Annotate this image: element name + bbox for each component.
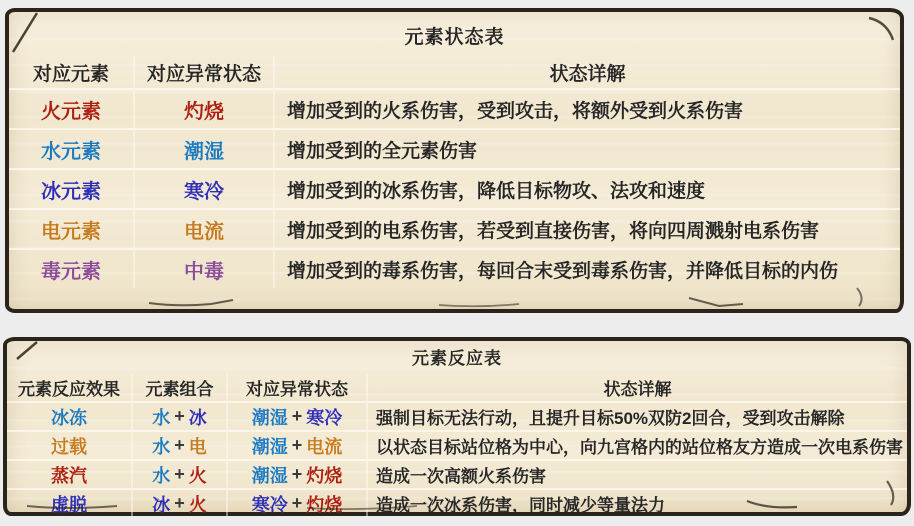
status-name: 电流	[133, 210, 273, 248]
status-name: 潮湿	[251, 436, 288, 457]
header-abnormal-status: 对应异常状态	[133, 56, 273, 88]
plus-sign: +	[291, 464, 303, 484]
element-combo-cell	[131, 432, 226, 459]
plus-sign: +	[174, 435, 185, 455]
element-status-panel	[5, 8, 904, 313]
header-element-combo: 元素组合	[131, 374, 226, 401]
reaction-effect-name: 虚脱	[51, 494, 87, 515]
reaction-table-header-row	[7, 374, 907, 401]
element-name: 毒元素	[41, 260, 101, 283]
combo-element: 冰	[188, 407, 207, 428]
element-combo-cell	[131, 490, 226, 517]
status-table-body	[9, 88, 900, 288]
header-reaction-effect: 元素反应效果	[18, 380, 120, 399]
combo-element: 水	[152, 407, 171, 428]
table-row	[9, 168, 900, 208]
status-name: 寒冷	[306, 407, 343, 428]
status-detail-text: 造成一次冰系伤害，同时减少等量法力	[366, 490, 907, 517]
status-detail-text: 增加受到的电系伤害，若受到直接伤害，将向四周溅射电系伤害	[273, 210, 900, 248]
table-row	[7, 430, 907, 459]
status-table-header-row	[9, 56, 900, 88]
status-name: 中毒	[133, 250, 273, 288]
status-name: 潮湿	[251, 465, 288, 486]
status-detail-text: 造成一次高额火系伤害	[366, 461, 907, 488]
status-name: 灼烧	[133, 90, 273, 128]
status-name: 电流	[306, 436, 343, 457]
table-row	[9, 248, 900, 288]
reaction-table-body	[7, 401, 907, 517]
element-combo-cell	[131, 403, 226, 430]
status-detail-text: 强制目标无法行动，且提升目标50%双防2回合，受到攻击解除	[366, 403, 907, 430]
combo-element: 水	[152, 465, 171, 486]
status-detail-text: 增加受到的毒系伤害，每回合末受到毒系伤害，并降低目标的内伤	[273, 250, 900, 288]
abnormal-status-cell	[226, 490, 366, 517]
combo-element: 水	[152, 436, 171, 457]
table-row	[7, 459, 907, 488]
abnormal-status-cell	[226, 432, 366, 459]
table-row	[7, 401, 907, 430]
element-name: 火元素	[41, 100, 101, 123]
combo-element: 火	[188, 465, 207, 486]
table-row	[7, 488, 907, 517]
status-detail-text: 增加受到的冰系伤害，降低目标物攻、法攻和速度	[273, 170, 900, 208]
table-row	[9, 128, 900, 168]
status-detail-text: 以状态目标站位格为中心，向九宫格内的站位格友方造成一次电系伤害	[366, 432, 907, 459]
status-detail-text: 增加受到的全元素伤害	[273, 130, 900, 168]
plus-sign: +	[174, 464, 185, 484]
table-row	[9, 88, 900, 128]
table-row	[9, 208, 900, 248]
status-name: 寒冷	[251, 494, 288, 515]
element-name: 电元素	[41, 220, 101, 243]
plus-sign: +	[291, 493, 303, 513]
status-name: 寒冷	[133, 170, 273, 208]
reaction-effect-name: 冰冻	[51, 407, 87, 428]
combo-element: 电	[188, 436, 207, 457]
combo-element: 冰	[152, 494, 171, 515]
abnormal-status-cell	[226, 403, 366, 430]
header-status-detail: 状态详解	[366, 374, 907, 401]
reaction-effect-name: 过载	[51, 436, 87, 457]
element-reaction-panel	[3, 337, 911, 516]
plus-sign: +	[174, 406, 185, 426]
element-name: 冰元素	[41, 180, 101, 203]
combo-element: 火	[188, 494, 207, 515]
abnormal-status-cell	[226, 461, 366, 488]
reaction-effect-name: 蒸汽	[51, 465, 87, 486]
status-name: 潮湿	[251, 407, 288, 428]
reaction-table-title: 元素反应表	[412, 349, 502, 368]
plus-sign: +	[291, 435, 303, 455]
header-abnormal-status: 对应异常状态	[226, 374, 366, 401]
status-name: 潮湿	[133, 130, 273, 168]
element-name: 水元素	[41, 140, 101, 163]
header-status-detail: 状态详解	[273, 56, 900, 88]
header-element: 对应元素	[32, 63, 109, 85]
plus-sign: +	[291, 406, 303, 426]
element-combo-cell	[131, 461, 226, 488]
status-name: 灼烧	[306, 465, 343, 486]
plus-sign: +	[174, 493, 185, 513]
status-detail-text: 增加受到的火系伤害，受到攻击，将额外受到火系伤害	[273, 90, 900, 128]
status-name: 灼烧	[306, 494, 343, 515]
status-table-title: 元素状态表	[404, 27, 505, 48]
